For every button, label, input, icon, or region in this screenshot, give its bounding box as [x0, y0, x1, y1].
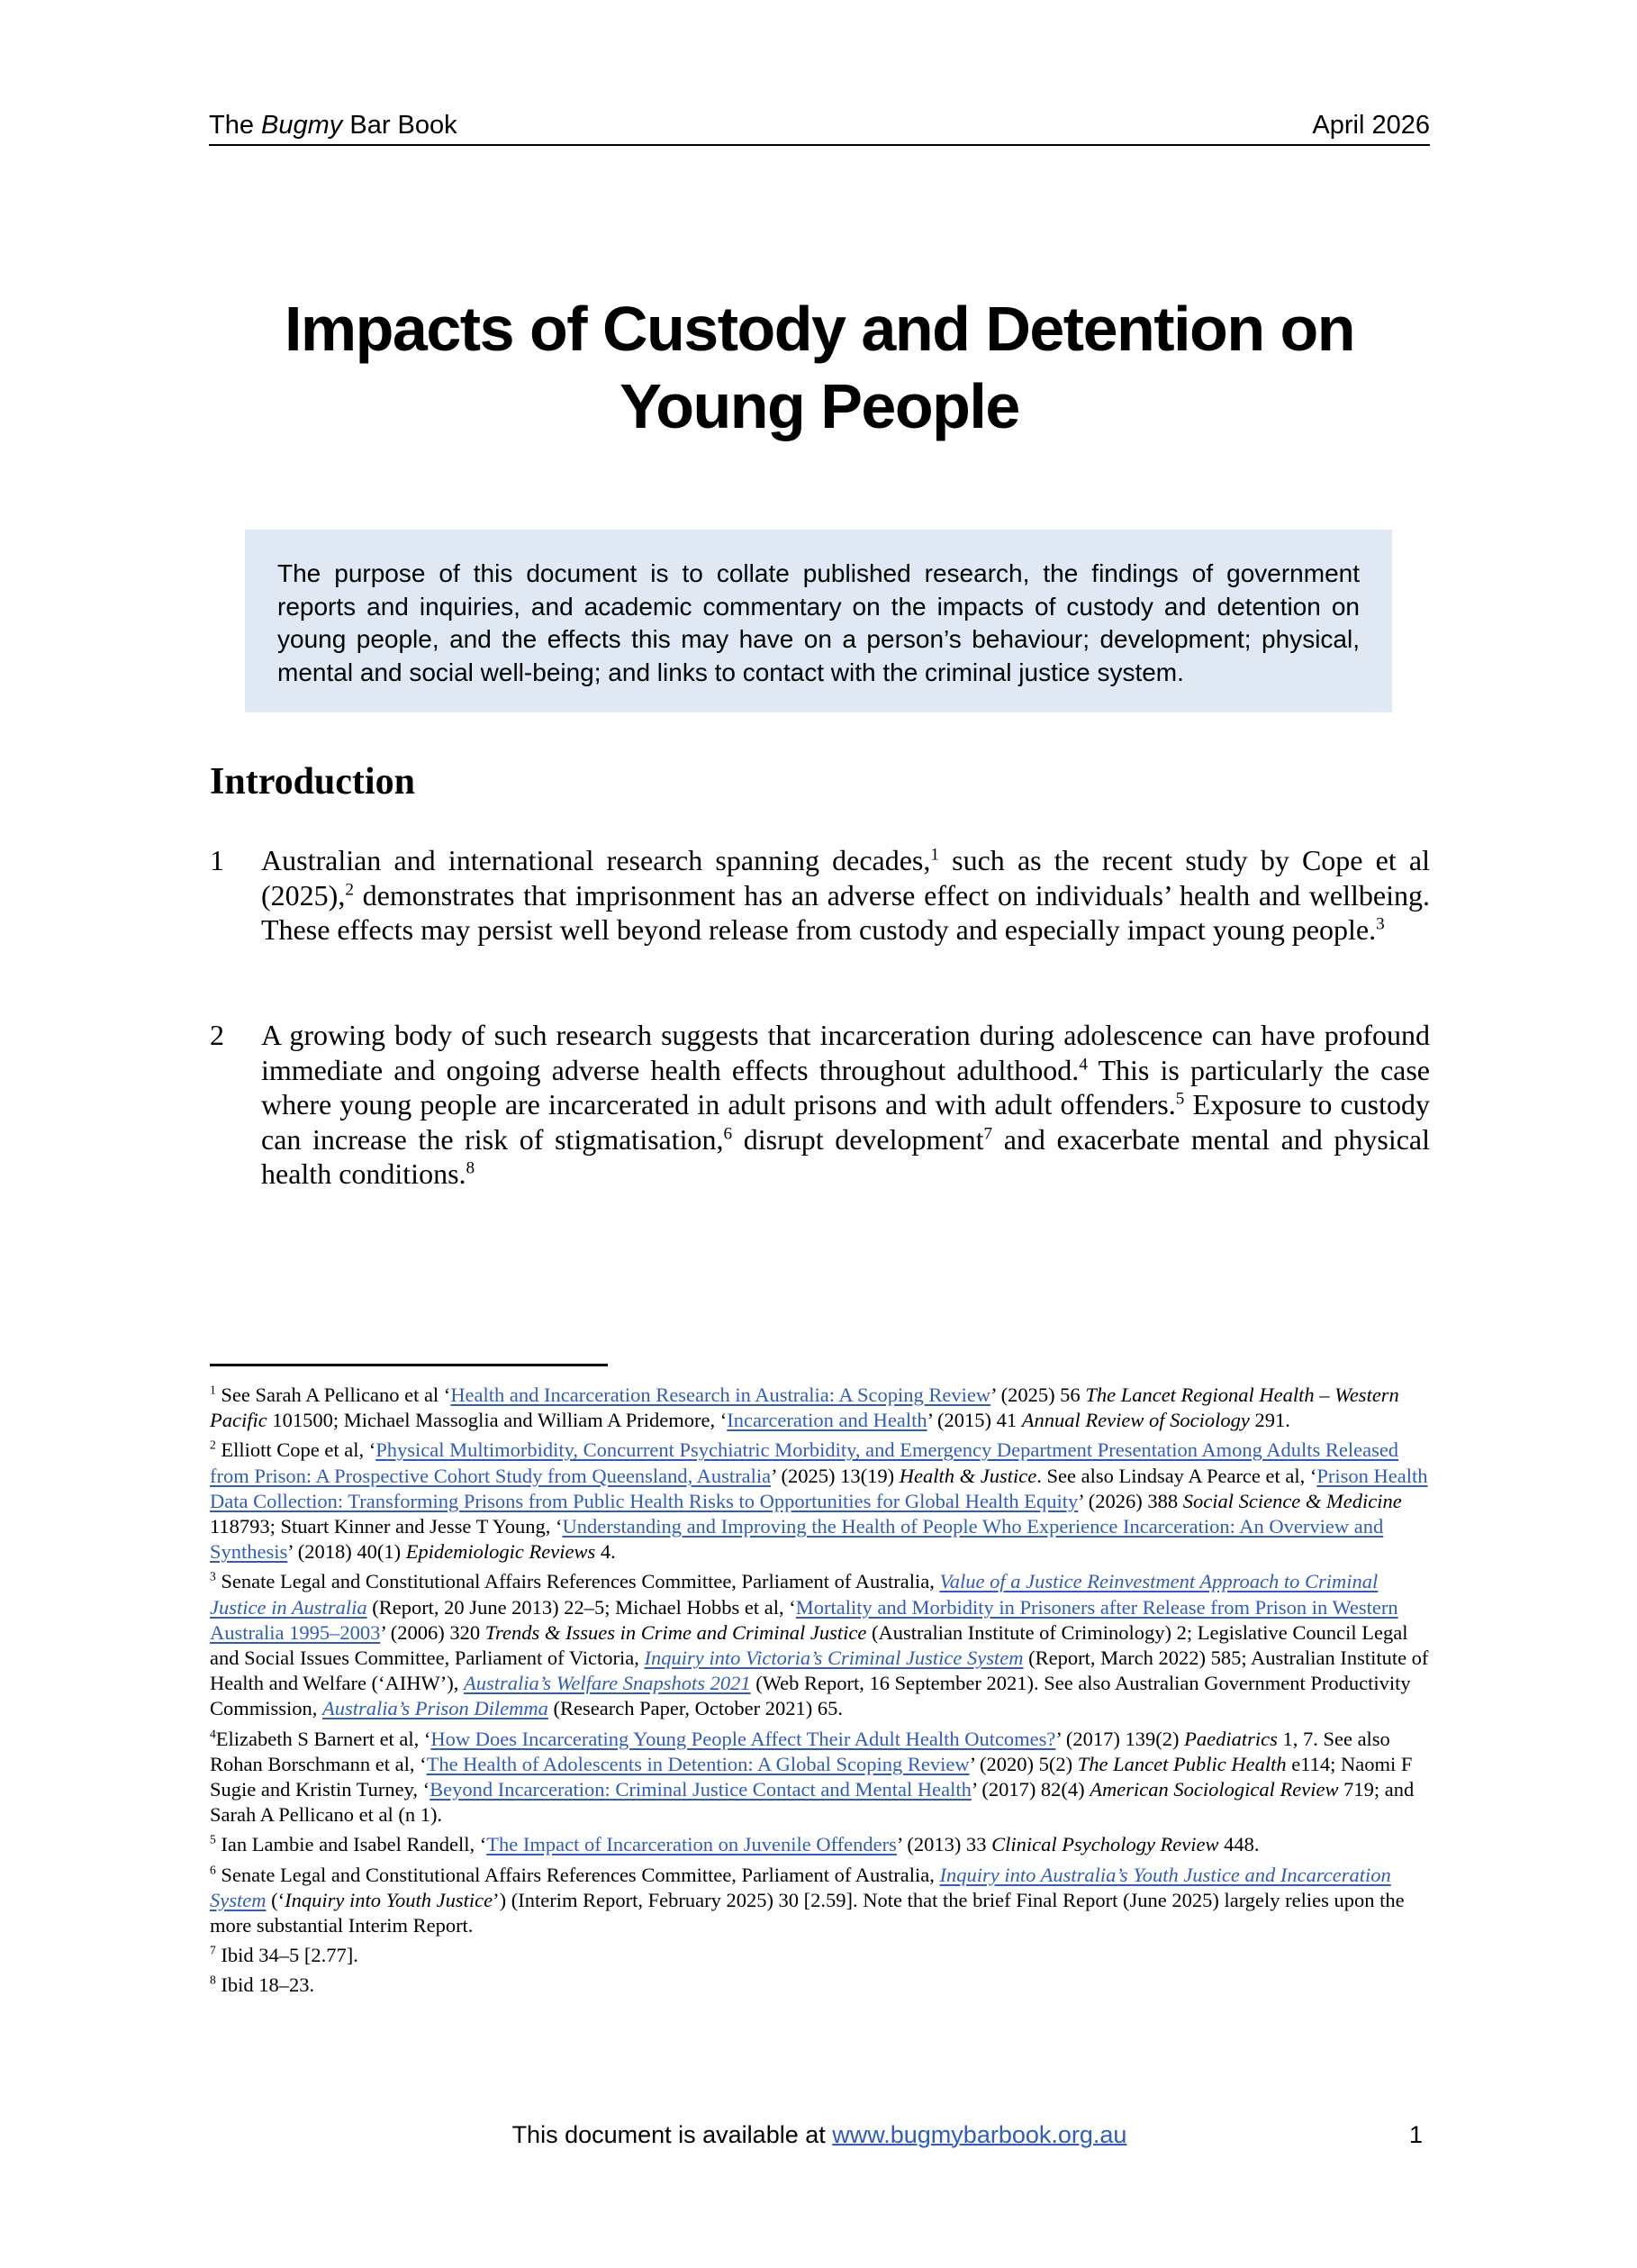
journal-title: Annual Review of Sociology: [1021, 1409, 1250, 1432]
citation-link[interactable]: Australia’s Welfare Snapshots 2021: [464, 1672, 751, 1695]
text-run: (Australian Institute of Criminology) 2; Legislative Council Legal and Social Issues Committee, Parliament of Victoria,: [210, 1620, 1408, 1670]
text-run: (Research Paper, October 2021) 65.: [547, 1697, 843, 1720]
text-run: disrupt development: [732, 1122, 984, 1156]
footnote-number: 6: [210, 1863, 216, 1877]
citation-link[interactable]: Physical Multimorbidity, Concurrent Psychiatric Morbidity, and Emergency Department Presentation Among Adults Released from Prison: A Prospective Cohort Study from Queensland, Australia: [210, 1438, 1399, 1487]
footnote-ref[interactable]: 4: [1079, 1054, 1088, 1074]
footnote-8: [210, 1973, 1430, 1998]
text-run: 101500; Michael Massoglia and William A Pridemore, ‘: [267, 1409, 728, 1432]
text-run: ’ (2025) 13(19): [771, 1464, 900, 1487]
footnote-1: [210, 1383, 1430, 1433]
footnote-ref[interactable]: 5: [1175, 1089, 1185, 1109]
website-link[interactable]: www.bugmybarbook.org.au: [832, 2121, 1127, 2148]
footnote-number: 1: [210, 1383, 216, 1397]
text-run: Senate Legal and Constitutional Affairs References Committee, Parliament of Australia,: [215, 1863, 940, 1886]
text-run: (Report, March 2022) 585; Australian Institute of Health and Welfare (‘AIHW’),: [210, 1647, 1429, 1695]
text-run: This is particularly the case where young people are incarcerated in adult prisons and with adult offenders.: [261, 1053, 1431, 1120]
footnote-number: 4: [210, 1727, 216, 1741]
text-run: ’ (2018) 40(1): [287, 1540, 406, 1564]
paragraph-number: 2: [210, 1019, 224, 1051]
footnote-separator: [210, 1364, 608, 1366]
text-run: ’ (2017) 82(4): [971, 1778, 1090, 1801]
footnote-ref[interactable]: 1: [930, 845, 939, 865]
journal-title: Social Science & Medicine: [1182, 1489, 1402, 1512]
journal-title: Epidemiologic Reviews: [405, 1540, 596, 1564]
citation-link[interactable]: Incarceration and Health: [727, 1409, 927, 1432]
text-run: 4.: [595, 1540, 616, 1564]
citation-link[interactable]: Inquiry into Victoria’s Criminal Justice System: [644, 1647, 1024, 1670]
text-run: and exacerbate mental and physical health conditions.: [261, 1122, 1431, 1190]
text-run: Ibid 18–23.: [215, 1973, 315, 1997]
text-run: (Report, 20 June 2013) 22–5; Michael Hobbs et al, ‘: [366, 1595, 796, 1619]
text-run: e114; Naomi F Sugie and Kristin Turney, ‘: [210, 1752, 1413, 1801]
footnote-7: [210, 1943, 1430, 1968]
footnote-number: 7: [210, 1943, 216, 1957]
header-title-italic: Bugmy: [261, 111, 343, 140]
citation-link[interactable]: The Impact of Incarceration on Juvenile Offenders: [486, 1833, 897, 1856]
footnote-ref[interactable]: 3: [1376, 914, 1385, 934]
journal-title: Trends & Issues in Crime and Criminal Justice: [484, 1620, 867, 1644]
footnote-number: 2: [210, 1438, 216, 1452]
text-run: 291.: [1249, 1409, 1290, 1432]
short-title: Inquiry into Youth Justice: [285, 1888, 493, 1911]
citation-link[interactable]: Value of a Justice Reinvestment Approach to Criminal Justice in Australia: [210, 1570, 1379, 1619]
text-run: ’ (2006) 320: [380, 1620, 485, 1644]
paragraph-1: [210, 843, 1430, 948]
citation-link[interactable]: Understanding and Improving the Health of People Who Experience Incarceration: An Overview and Synthesis: [210, 1515, 1384, 1564]
text-run: 719; and Sarah A Pellicano et al (n 1).: [210, 1778, 1415, 1827]
text-run: See Sarah A Pellicano et al ‘: [215, 1383, 451, 1406]
text-run: ’ (2013) 33: [896, 1833, 992, 1856]
journal-title: Paediatrics: [1184, 1727, 1278, 1750]
citation-link[interactable]: Mortality and Morbidity in Prisoners after Release from Prison in Western Australia 1995–2003: [210, 1595, 1398, 1644]
text-run: ’ (2017) 139(2): [1055, 1727, 1185, 1750]
text-run: 448.: [1218, 1833, 1260, 1856]
footnote-4: [210, 1727, 1430, 1828]
journal-title: Clinical Psychology Review: [991, 1833, 1219, 1856]
citation-link[interactable]: Inquiry into Australia’s Youth Justice and Incarceration System: [210, 1863, 1391, 1911]
footnote-ref[interactable]: 7: [983, 1123, 993, 1143]
text-run: ’ (2015) 41: [927, 1409, 1022, 1432]
text-run: such as the recent study by Cope et al (2025),: [261, 844, 1431, 912]
footnote-number: 5: [210, 1832, 216, 1846]
text-run: ’ (2025) 56: [990, 1383, 1086, 1406]
journal-title: The Lancet Public Health: [1077, 1752, 1287, 1775]
footnote-number: 3: [210, 1569, 216, 1583]
title-line-2: Young People: [620, 371, 1019, 441]
purpose-summary-box: The purpose of this document is to collate published research, the findings of government reports and inquiries, and academic commentary on the impacts of custody and detention on young people, and the effects this may have on a person’s behaviour; development; physical, mental and social well-being; and links to contact with the criminal justice system.: [245, 530, 1392, 712]
text-run: ’) (Interim Report, February 2025) 30 [2.59]. Note that the brief Final Report (June 2025) largely relies upon the more substantial Interim Report.: [210, 1888, 1405, 1937]
text-run: Exposure to custody can increase the risk of stigmatisation,: [261, 1088, 1431, 1156]
citation-link[interactable]: How Does Incarcerating Young People Affect Their Adult Health Outcomes?: [430, 1727, 1056, 1750]
footnote-6: [210, 1863, 1430, 1939]
journal-title: The Lancet Regional Health – Western Pacific: [210, 1383, 1399, 1432]
citation-link[interactable]: Prison Health Data Collection: Transforming Prisons from Public Health Risks to Opportunities for Global Health Equity: [210, 1464, 1428, 1512]
journal-title: Health & Justice: [899, 1464, 1037, 1487]
text-run: A growing body of such research suggests that incarceration during adolescence can have profound immediate and ongoing adverse health effects throughout adulthood.: [261, 1019, 1430, 1086]
header-title-suffix: Bar Book: [349, 111, 457, 140]
text-run: Elizabeth S Barnert et al, ‘: [215, 1727, 431, 1750]
citation-link[interactable]: The Health of Adolescents in Detention: A Global Scoping Review: [426, 1752, 970, 1775]
footnotes: [210, 1383, 1430, 2003]
availability-text: This document is available at: [511, 2121, 833, 2148]
paragraph-number: 1: [210, 844, 224, 876]
footnote-number: 8: [210, 1973, 216, 1987]
availability-note: [209, 2118, 1430, 2151]
text-run: . See also Lindsay A Pearce et al, ‘: [1036, 1464, 1317, 1487]
text-run: 118793; Stuart Kinner and Jesse T Young, ‘: [210, 1515, 563, 1538]
footnote-ref[interactable]: 8: [466, 1158, 475, 1178]
paragraph-text: [261, 843, 1430, 948]
footnote-2: [210, 1438, 1430, 1565]
citation-link[interactable]: Health and Incarceration Research in Australia: A Scoping Review: [450, 1383, 991, 1406]
text-run: (‘: [266, 1888, 285, 1911]
page-number: 1: [1408, 2121, 1423, 2148]
text-run: ’ (2026) 388: [1078, 1489, 1183, 1512]
running-header: [209, 106, 1430, 146]
page-footer: [209, 2118, 1430, 2151]
text-run: 1, 7. See also Rohan Borschmann et al, ‘: [210, 1727, 1390, 1775]
text-run: Ibid 34–5 [2.77].: [215, 1944, 358, 1967]
footnote-3: [210, 1569, 1430, 1721]
header-publication-title: [209, 106, 457, 144]
citation-link[interactable]: Australia’s Prison Dilemma: [322, 1697, 548, 1720]
section-heading-introduction: Introduction: [210, 761, 415, 803]
title-line-1: Impacts of Custody and Detention on: [284, 294, 1355, 364]
paragraph-text: [261, 1018, 1430, 1192]
footnote-ref[interactable]: 2: [345, 879, 354, 899]
text-run: (Web Report, 16 September 2021). See also Australian Government Productivity Commission,: [210, 1672, 1411, 1720]
document-title: [209, 290, 1430, 445]
paragraph-2: [210, 1018, 1430, 1192]
journal-title: American Sociological Review: [1090, 1778, 1339, 1801]
text-run: Elliott Cope et al, ‘: [215, 1438, 376, 1462]
text-run: ’ (2020) 5(2): [969, 1752, 1078, 1775]
footnote-ref[interactable]: 6: [723, 1123, 733, 1143]
text-run: Australian and international research spanning decades,: [261, 844, 931, 876]
text-run: demonstrates that imprisonment has an adverse effect on individuals’ health and wellbeing. These effects may persist well beyond release from custody and especially impact young people.: [261, 878, 1430, 946]
footnote-5: [210, 1832, 1430, 1857]
text-run: Ian Lambie and Isabel Randell, ‘: [215, 1833, 487, 1856]
citation-link[interactable]: Beyond Incarceration: Criminal Justice Contact and Mental Health: [430, 1778, 972, 1801]
header-date: April 2026: [1312, 111, 1430, 140]
header-title-prefix: The: [209, 111, 254, 140]
text-run: Senate Legal and Constitutional Affairs References Committee, Parliament of Australia,: [215, 1570, 940, 1593]
